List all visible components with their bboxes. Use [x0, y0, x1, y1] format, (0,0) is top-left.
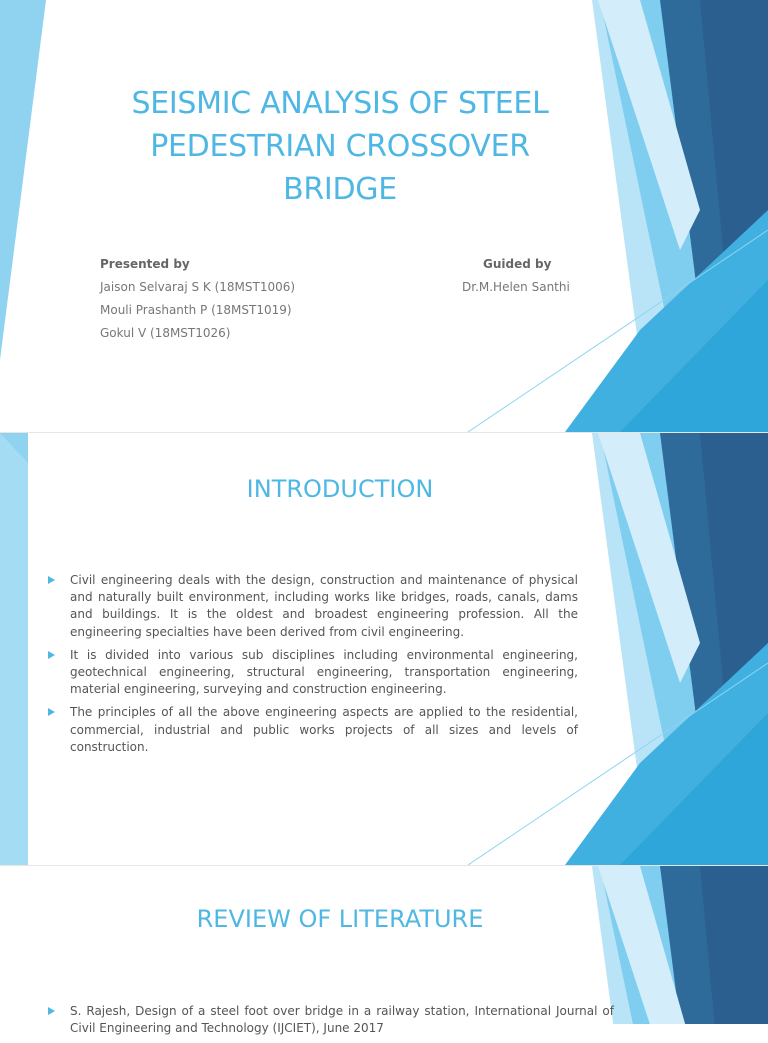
bullet-arrow-icon: [48, 651, 55, 659]
presenter-3: Gokul V (18MST1026): [100, 326, 231, 340]
bullet-arrow-icon: [48, 1007, 55, 1015]
review-slide: [0, 866, 768, 1024]
slide-decoration: [0, 0, 768, 432]
guided-by-label: Guided by: [483, 257, 552, 271]
presenter-2: Mouli Prashanth P (18MST1019): [100, 303, 292, 317]
slide-title: SEISMIC ANALYSIS OF STEEL PEDESTRIAN CROSSOVER BRIDGE: [131, 86, 549, 207]
presented-by-label: Presented by: [100, 257, 190, 271]
slide-decoration: [0, 866, 768, 1024]
bullet-item: Civil engineering deals with the design, construction and maintenance of physical and naturally built environment, including works like bridges, roads, canals, dams and buildings. It is the oldest and broadest engineering profession. All the engineering specialties have been derived from civil engineering.: [48, 572, 578, 641]
bullet-item: It is divided into various sub disciplines including environmental engineering, geotechnical engineering, structural engineering, transportation engineering, material engineering, surveying and construction engineering.: [48, 647, 578, 699]
introduction-bullets: [48, 572, 578, 762]
bullet-item: The principles of all the above engineering aspects are applied to the residential, commercial, industrial and public works projects of all sizes and levels of construction.: [48, 704, 578, 756]
slide-title-review: REVIEW OF LITERATURE: [196, 905, 484, 933]
bullet-item: S. Rajesh, Design of a steel foot over bridge in a railway station, International Journal of Civil Engineering and Technology (IJCIET), June 2017: [48, 1003, 614, 1037]
bullet-arrow-icon: [48, 708, 55, 716]
presenter-1: Jaison Selvaraj S K (18MST1006): [100, 280, 296, 294]
title-slide: [0, 0, 768, 432]
bullet-arrow-icon: [48, 576, 55, 584]
slide-title-introduction: INTRODUCTION: [246, 475, 434, 503]
guide-name: Dr.M.Helen Santhi: [462, 280, 570, 294]
review-bullets: [48, 1003, 614, 1043]
